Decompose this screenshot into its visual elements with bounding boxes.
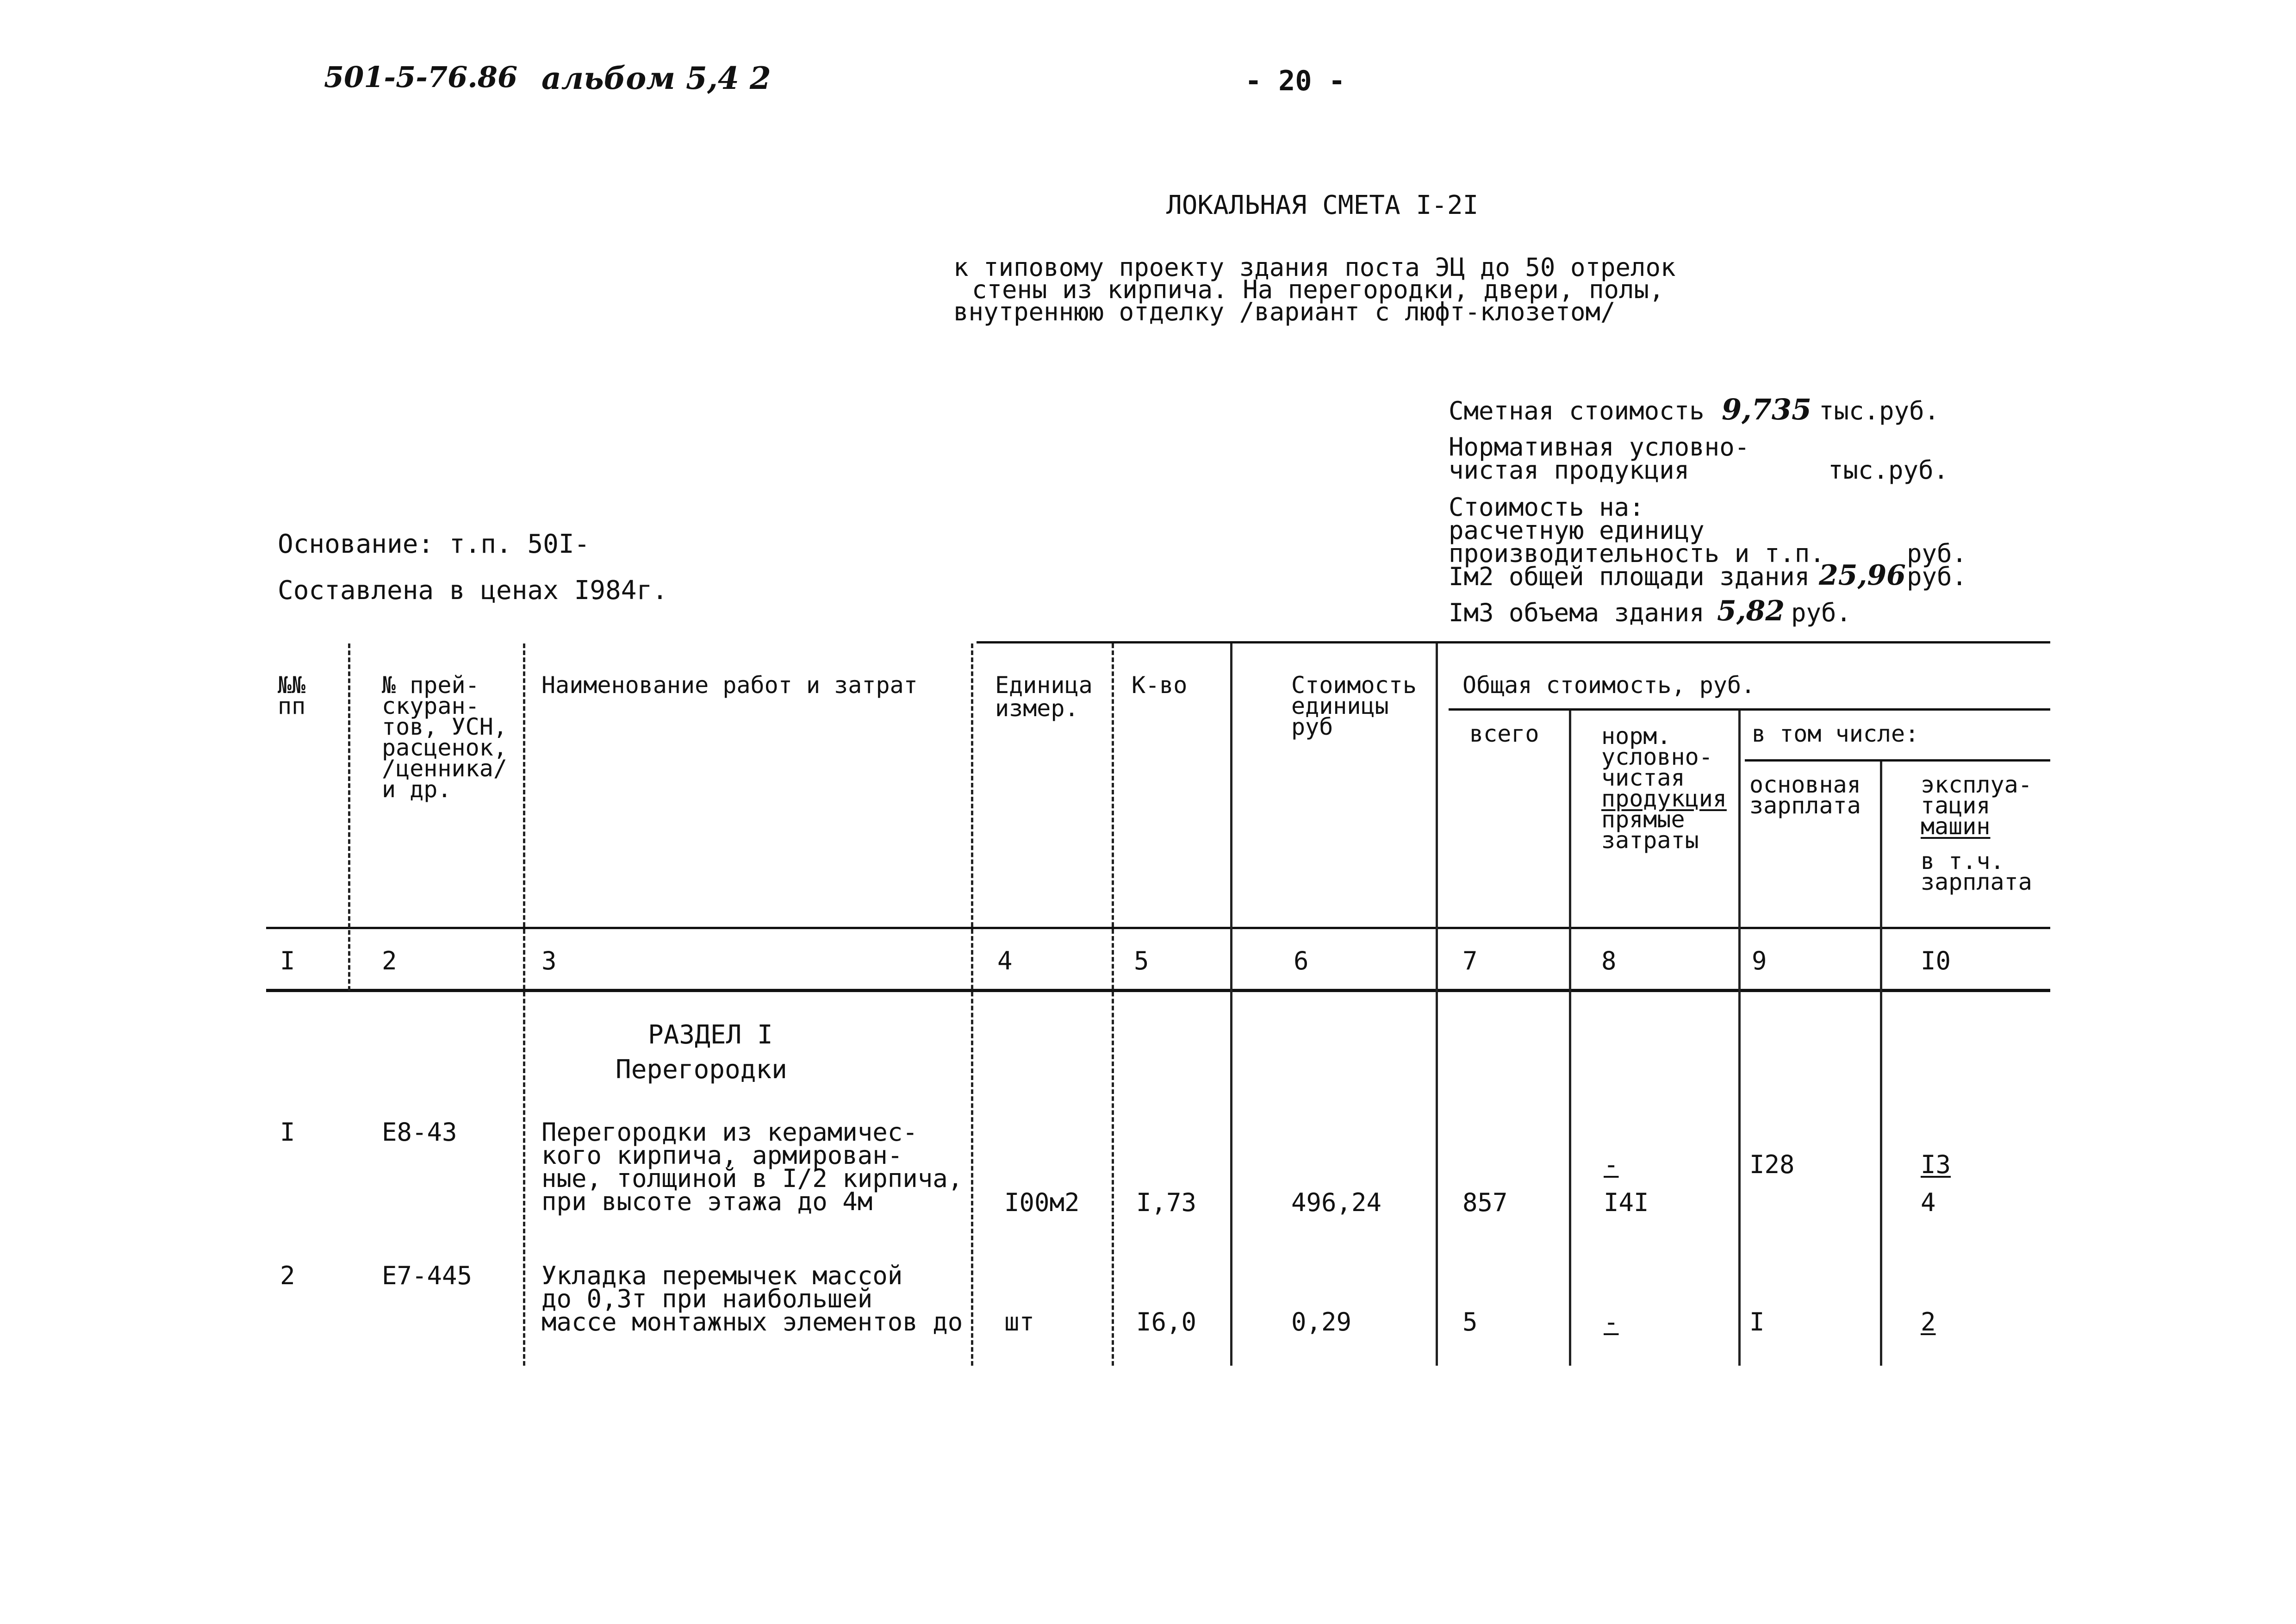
header-incl: в том числе: <box>1752 720 1919 747</box>
numbers-bottom-rule <box>266 989 2050 992</box>
col-divider-2 <box>523 643 525 1366</box>
volume-label: Iм3 объема здания <box>1449 598 1705 627</box>
col-divider-5 <box>1230 643 1232 1366</box>
estimated-cost-value: 9,735 <box>1722 393 1812 426</box>
header-total-cost: Общая стоимость, руб. <box>1462 672 1755 699</box>
section-title: РАЗДЕЛ I <box>648 1020 773 1050</box>
subtitle-line-3: внутреннюю отделку /вариант с люфт-клозетом/ <box>953 297 1616 326</box>
calc-unit-label-2: производительность и т.п. <box>1449 539 1825 568</box>
calc-unit-unit: руб. <box>1907 539 1967 568</box>
total-header-rule <box>1449 708 2050 711</box>
normative-label-1: Нормативная условно- <box>1449 432 1750 462</box>
estimated-cost-label: Сметная стоимость <box>1449 396 1705 425</box>
estimated-cost-unit: тыс.руб. <box>1819 396 1940 425</box>
header-bottom-rule <box>266 927 2050 929</box>
header-col-5: К-во <box>1132 672 1188 699</box>
col-divider-7 <box>1569 711 1571 1366</box>
col-divider-4 <box>1112 643 1114 1366</box>
header-col-3: Наименование работ и затрат <box>541 672 918 699</box>
normative-unit: тыс.руб. <box>1828 456 1949 485</box>
basis-line: Основание: т.п. 50I- <box>278 529 590 559</box>
col-divider-3 <box>971 643 973 1366</box>
area-value: 25,96 <box>1819 559 1906 592</box>
col-divider-1 <box>348 643 350 991</box>
incl-header-rule <box>1745 759 2050 762</box>
subtitle-line-1: к типовому проекту здания поста ЭЦ до 50 отрелок <box>953 253 1676 282</box>
cost-per-label: Стоимость на: <box>1449 493 1644 522</box>
document-code: 501-5-76.86 <box>324 60 518 94</box>
col-divider-8 <box>1738 711 1741 1366</box>
calc-unit-label-1: расчетную единицу <box>1449 516 1705 545</box>
subtitle-line-2: стены из кирпича. На перегородки, двери, полы, <box>972 275 1664 304</box>
table-top-rule <box>977 641 2050 643</box>
area-label: Iм2 общей площади здания <box>1449 562 1810 591</box>
normative-label-2: чистая продукция <box>1449 456 1690 485</box>
volume-value: 5,82 <box>1717 595 1785 627</box>
section-name: Перегородки <box>616 1055 787 1085</box>
col-divider-9 <box>1880 762 1882 1366</box>
header-col-7: всего <box>1469 720 1539 747</box>
page-number: - 20 - <box>1245 65 1345 97</box>
document-title: ЛОКАЛЬНАЯ СМЕТА I-2I <box>1166 190 1479 220</box>
volume-unit: руб. <box>1791 598 1852 627</box>
album-number: альбом 5,4 2 <box>541 60 771 96</box>
area-unit: руб. <box>1907 562 1967 591</box>
prices-line: Составлена в ценах I984г. <box>278 575 668 606</box>
col-divider-6 <box>1436 643 1438 1366</box>
